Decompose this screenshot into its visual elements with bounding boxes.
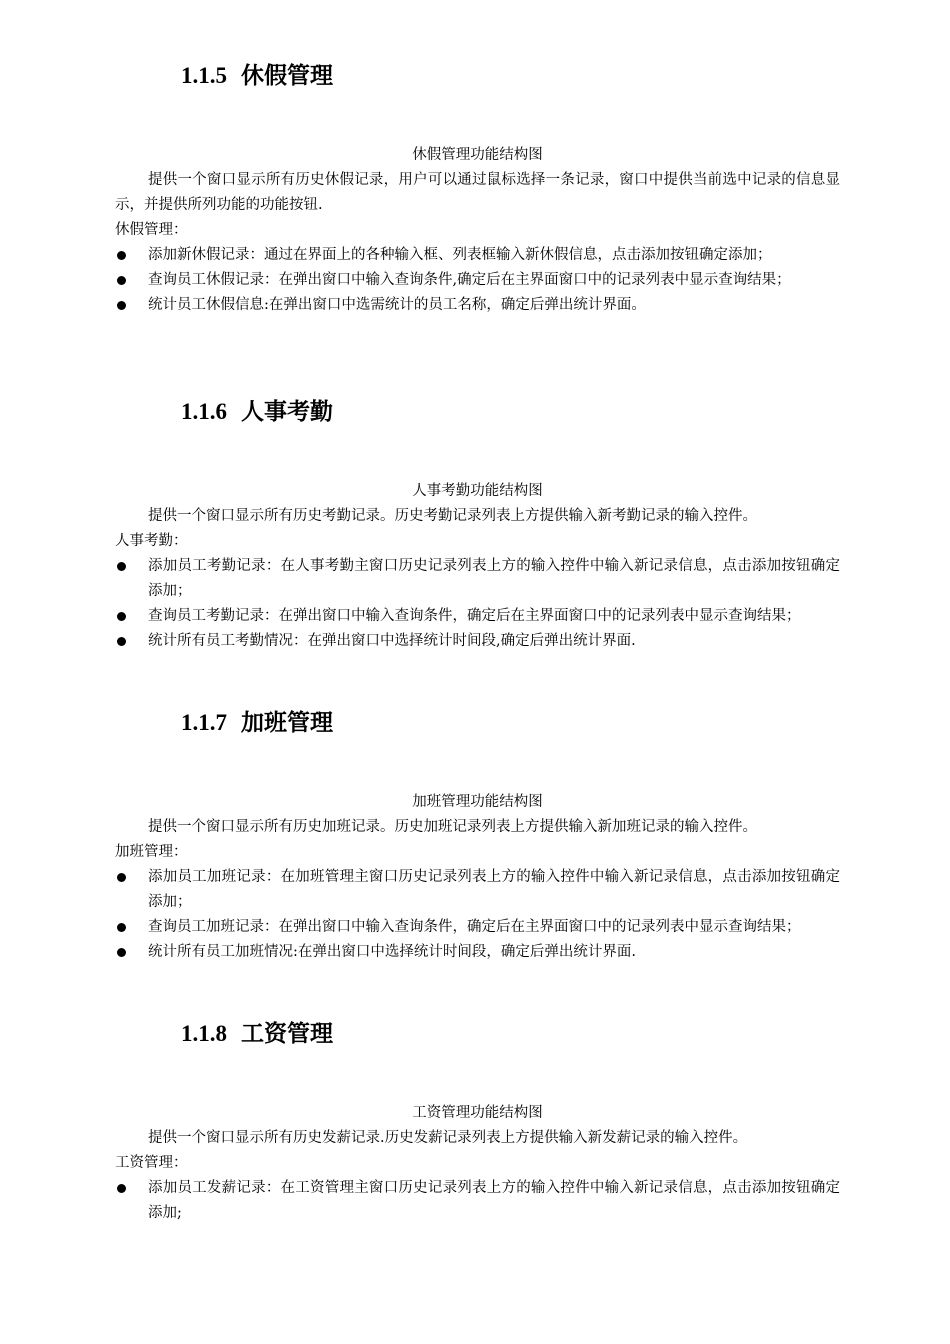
section-number: 1.1.8 [181, 1021, 227, 1046]
bullet-icon [117, 562, 126, 571]
list-item [115, 554, 840, 604]
bullet-icon [117, 276, 126, 285]
list-item-text: 查询员工考勤记录：在弹出窗口中输入查询条件，确定后在主界面窗口中的记录列表中显示查询结果； [148, 608, 801, 624]
section-body [115, 168, 840, 318]
figure-caption: 人事考勤功能结构图 [412, 483, 543, 499]
section-title: 休假管理 [241, 62, 333, 89]
section-number: 1.1.6 [181, 399, 227, 424]
list-item-text: 统计所有员工加班情况:在弹出窗口中选择统计时间段，确定后弹出统计界面. [148, 944, 636, 960]
list-item [115, 865, 840, 915]
bullet-icon [117, 1184, 126, 1193]
list-item-text: 查询员工加班记录：在弹出窗口中输入查询条件，确定后在主界面窗口中的记录列表中显示查询结果； [148, 919, 801, 935]
list-item-text: 统计员工休假信息:在弹出窗口中选需统计的员工名称，确定后弹出统计界面。 [148, 297, 646, 313]
figure-caption: 加班管理功能结构图 [412, 794, 543, 810]
list-label: 人事考勤： [115, 533, 188, 549]
list-item-text: 查询员工休假记录：在弹出窗口中输入查询条件,确定后在主界面窗口中的记录列表中显示查询结果； [148, 272, 791, 288]
list-item [115, 293, 840, 318]
bullet-icon [117, 612, 126, 621]
list-item-text: 添加新休假记录：通过在界面上的各种输入框、列表框输入新休假信息，点击添加按钮确定添加； [148, 247, 772, 263]
bullet-icon [117, 948, 126, 957]
list-item [115, 268, 840, 293]
section-body [115, 504, 840, 654]
bullet-icon [117, 923, 126, 932]
section-title: 加班管理 [241, 709, 333, 736]
list-label: 工资管理： [115, 1155, 188, 1171]
section-title: 人事考勤 [241, 398, 333, 425]
list-item [115, 940, 840, 965]
list-item-text: 统计所有员工考勤情况：在弹出窗口中选择统计时间段,确定后弹出统计界面. [148, 633, 636, 649]
figure-caption: 休假管理功能结构图 [412, 147, 543, 163]
bullet-icon [117, 873, 126, 882]
list-label: 加班管理： [115, 844, 188, 860]
section-body [115, 815, 840, 965]
list-item [115, 243, 840, 268]
section-number: 1.1.7 [181, 710, 227, 735]
list-item [115, 915, 840, 940]
list-item-text: 添加员工考勤记录：在人事考勤主窗口历史记录列表上方的输入控件中输入新记录信息，点击添加按钮确定添加； [148, 558, 840, 599]
feature-list [115, 243, 840, 318]
bullet-icon [117, 301, 126, 310]
section-title: 工资管理 [241, 1020, 333, 1047]
intro-paragraph: 提供一个窗口显示所有历史发薪记录.历史发薪记录列表上方提供输入新发薪记录的输入控件。 [148, 1130, 748, 1146]
section-heading [181, 707, 333, 739]
intro-paragraph: 提供一个窗口显示所有历史考勤记录。历史考勤记录列表上方提供输入新考勤记录的输入控件。 [148, 508, 757, 524]
list-item-text: 添加员工加班记录：在加班管理主窗口历史记录列表上方的输入控件中输入新记录信息，点击添加按钮确定添加； [148, 869, 840, 910]
bullet-icon [117, 637, 126, 646]
intro-paragraph: 提供一个窗口显示所有历史加班记录。历史加班记录列表上方提供输入新加班记录的输入控件。 [148, 819, 757, 835]
section-body [115, 1126, 840, 1226]
list-item-text: 添加员工发薪记录：在工资管理主窗口历史记录列表上方的输入控件中输入新记录信息，点击添加按钮确定添加; [148, 1180, 840, 1221]
section-number: 1.1.5 [181, 63, 227, 88]
list-item [115, 604, 840, 629]
feature-list [115, 1176, 840, 1226]
list-item [115, 1176, 840, 1226]
intro-paragraph: 提供一个窗口显示所有历史休假记录，用户可以通过鼠标选择一条记录，窗口中提供当前选中记录的信息显示，并提供所列功能的功能按钮. [115, 172, 840, 213]
section-heading [181, 60, 333, 92]
list-label: 休假管理： [115, 222, 188, 238]
figure-caption: 工资管理功能结构图 [412, 1105, 543, 1121]
feature-list [115, 554, 840, 654]
list-item [115, 629, 840, 654]
section-heading [181, 1018, 333, 1050]
section-heading [181, 396, 333, 428]
bullet-icon [117, 251, 126, 260]
feature-list [115, 865, 840, 965]
